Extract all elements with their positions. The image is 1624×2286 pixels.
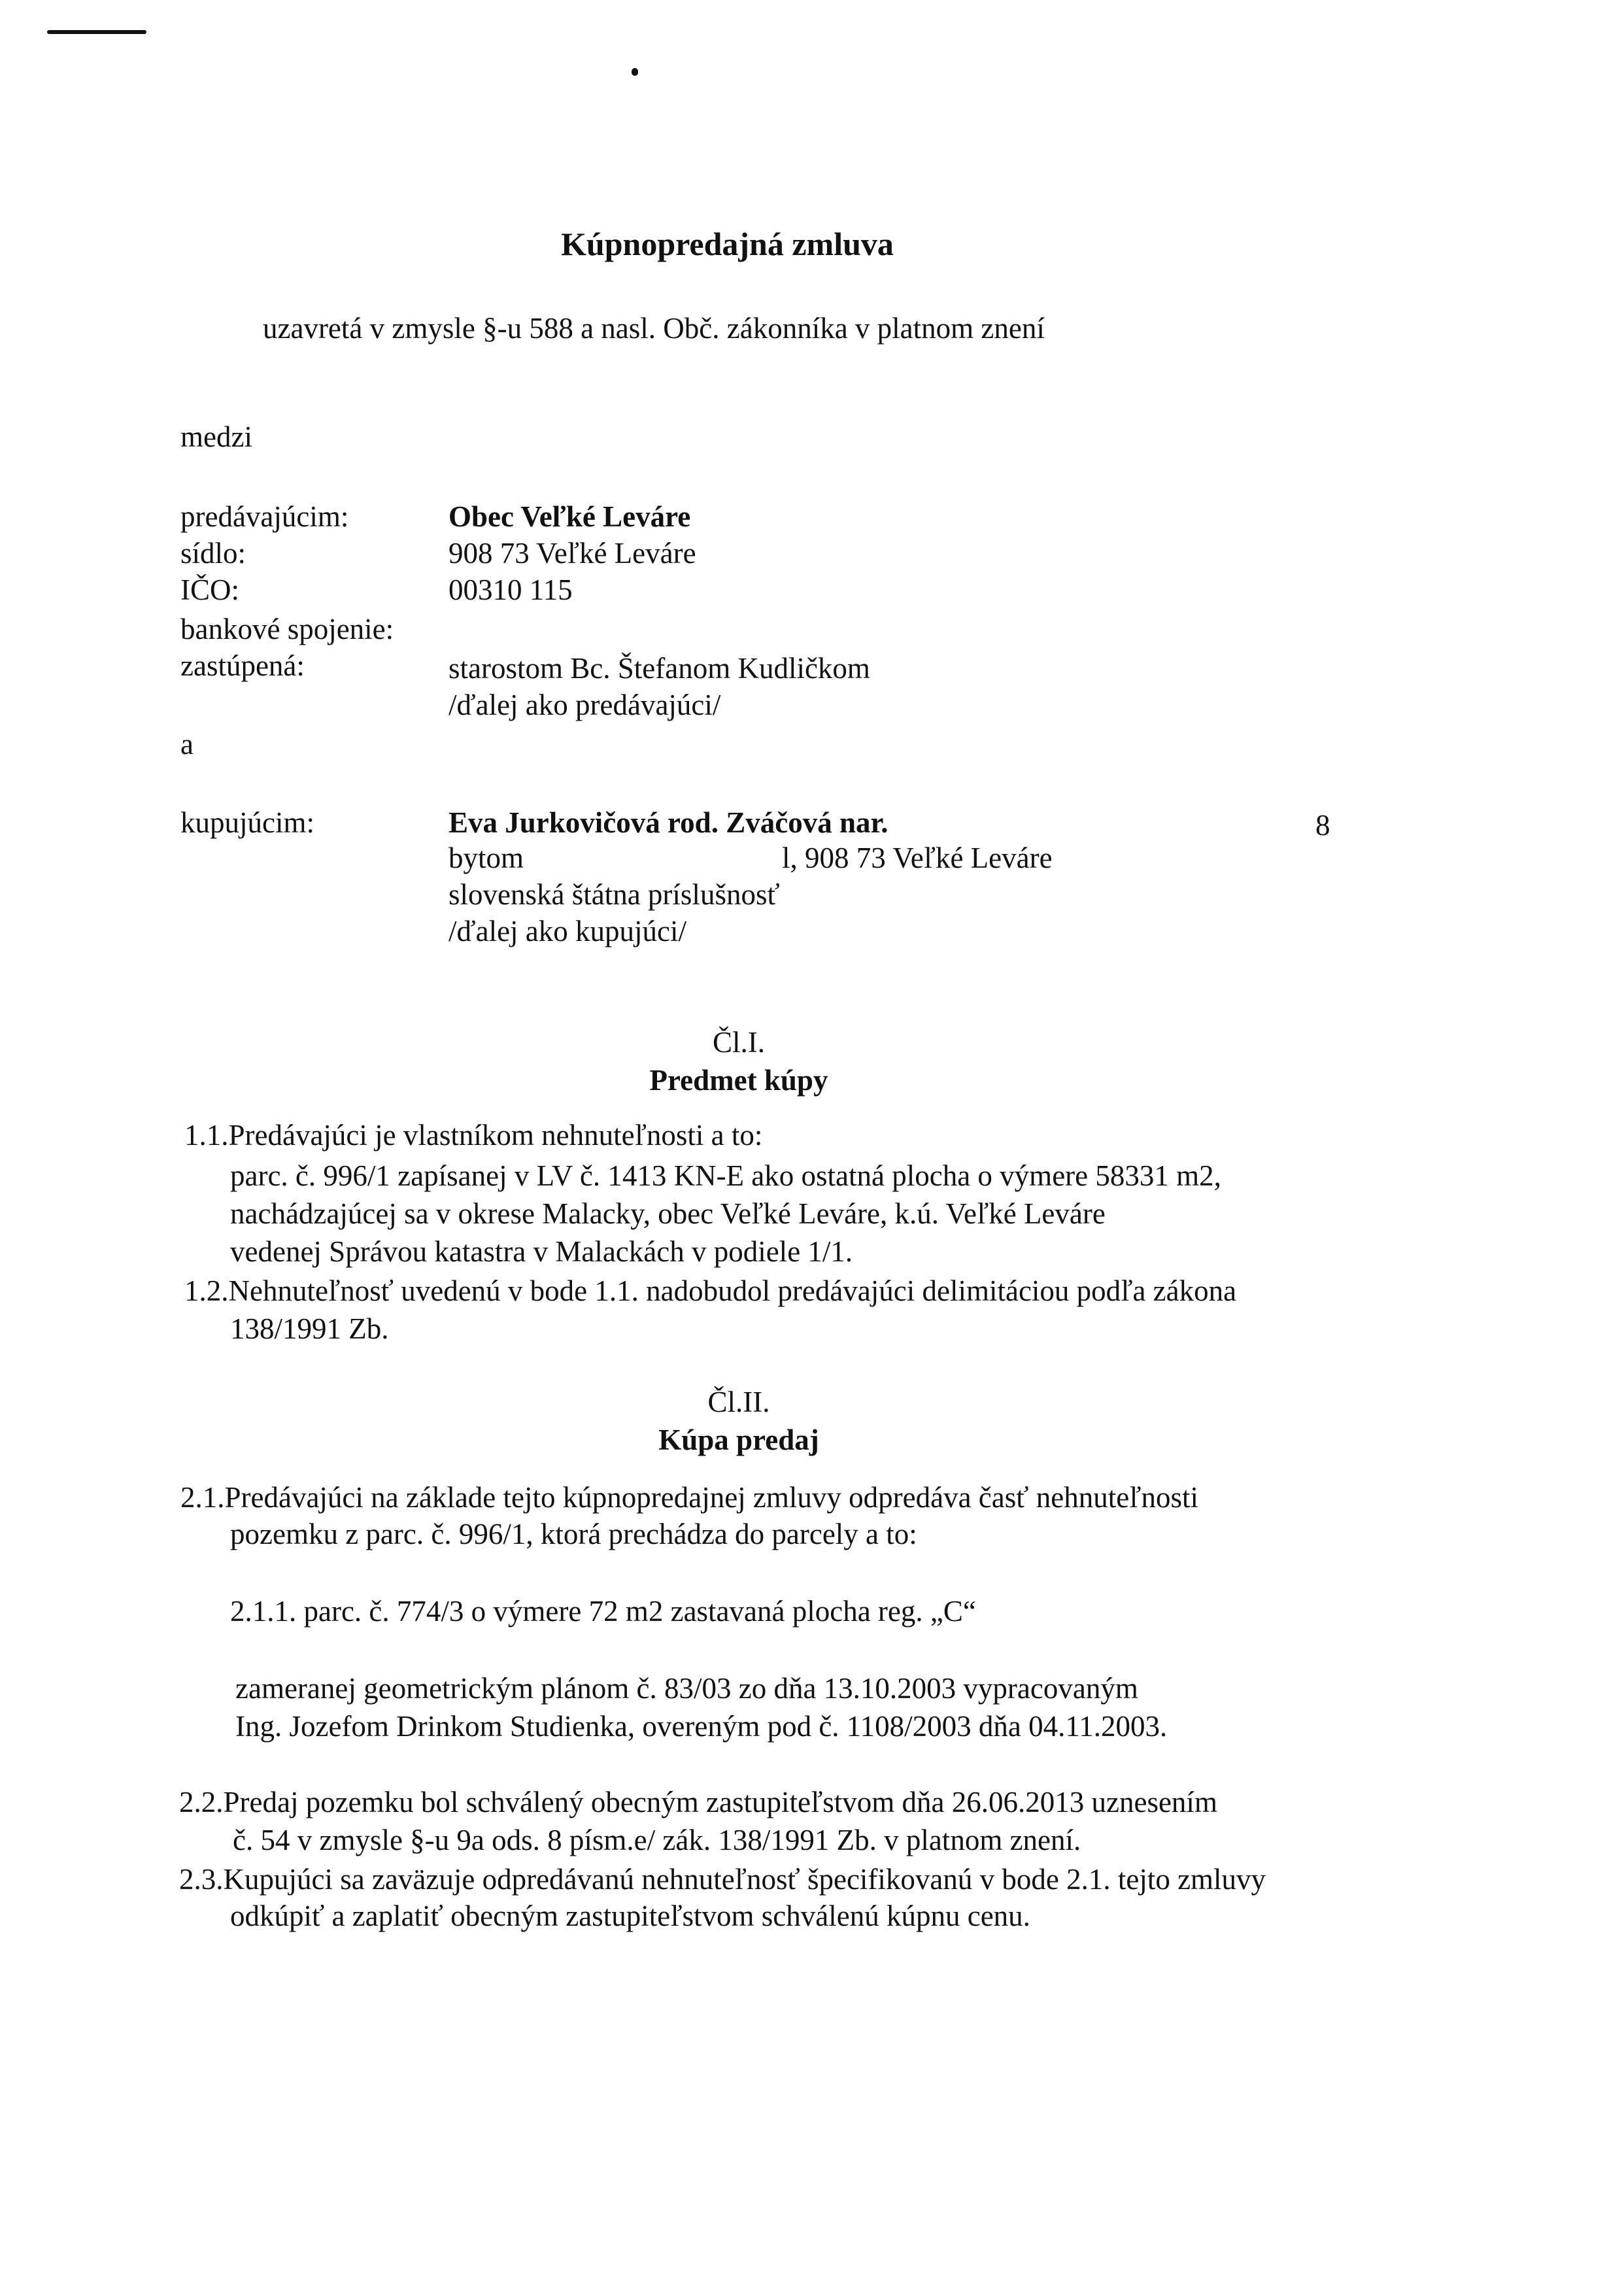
article-2-heading: Kúpa predaj bbox=[658, 1424, 819, 1456]
scan-mark-top-left bbox=[47, 30, 146, 34]
clause-2-3-line-a: odkúpiť a zaplatiť obecným zastupiteľstvom schválenú kúpnu cenu. bbox=[230, 1900, 1030, 1932]
seller-name: Obec Veľké Leváre bbox=[448, 500, 691, 533]
buyer-address: l, 908 73 Veľké Leváre bbox=[782, 842, 1053, 874]
buyer-hereafter: /ďalej ako kupujúci/ bbox=[448, 915, 686, 947]
and-label: a bbox=[180, 728, 194, 760]
buyer-margin-mark: 8 bbox=[1315, 809, 1330, 842]
clause-1-1-line-c: vedenej Správou katastra v Malackách v podiele 1/1. bbox=[230, 1235, 853, 1268]
buyer-address-prefix: bytom bbox=[448, 842, 524, 874]
document-subtitle: uzavretá v zmysle §-u 588 a nasl. Obč. zákonníka v platnom znení bbox=[263, 312, 1045, 345]
seller-bank-label: bankové spojenie: bbox=[180, 613, 394, 645]
clause-1-2-line-a: 138/1991 Zb. bbox=[230, 1312, 389, 1345]
clause-2-1: 2.1.Predávajúci na základe tejto kúpnopredajnej zmluvy odpredáva časť nehnuteľnosti bbox=[180, 1481, 1198, 1514]
clause-2-2: 2.2.Predaj pozemku bol schválený obecným zastupiteľstvom dňa 26.06.2013 uznesením bbox=[179, 1786, 1217, 1818]
scan-dot-top bbox=[632, 68, 638, 76]
clause-1-1: 1.1.Predávajúci je vlastníkom nehnuteľnosti a to: bbox=[184, 1119, 763, 1152]
document-title: Kúpnopredajná zmluva bbox=[561, 226, 894, 262]
clause-2-1-1: 2.1.1. parc. č. 774/3 o výmere 72 m2 zastavaná plocha reg. „C“ bbox=[230, 1595, 976, 1628]
clause-2-1-line-a: pozemku z parc. č. 996/1, ktorá prechádza do parcely a to: bbox=[230, 1518, 917, 1550]
seller-role-label: predávajúcim: bbox=[180, 500, 349, 533]
clause-2-2-line-a: č. 54 v zmysle §-u 9a ods. 8 písm.e/ zák. 138/1991 Zb. v platnom znení. bbox=[233, 1824, 1081, 1856]
buyer-name: Eva Jurkovičová rod. Zváčová nar. bbox=[448, 806, 888, 839]
clause-1-2: 1.2.Nehnuteľnosť uvedenú v bode 1.1. nadobudol predávajúci delimitáciou podľa zákona bbox=[184, 1274, 1237, 1307]
buyer-citizenship: slovenská štátna príslušnosť bbox=[448, 878, 780, 911]
seller-seat: 908 73 Veľké Leváre bbox=[448, 537, 696, 570]
article-1-number: Čl.I. bbox=[712, 1026, 765, 1059]
clause-1-1-line-b: nachádzajúcej sa v okrese Malacky, obec Veľké Leváre, k.ú. Veľké Leváre bbox=[230, 1197, 1106, 1230]
seller-representative: starostom Bc. Štefanom Kudličkom bbox=[448, 652, 870, 685]
seller-seat-label: sídlo: bbox=[180, 537, 246, 570]
measurement-line-a: zameranej geometrickým plánom č. 83/03 zo dňa 13.10.2003 vypracovaným bbox=[235, 1672, 1138, 1705]
clause-2-3: 2.3.Kupujúci sa zaväzuje odpredávanú nehnuteľnosť špecifikovanú v bode 2.1. tejto zmluvy bbox=[179, 1863, 1266, 1896]
between-label: medzi bbox=[180, 420, 252, 453]
measurement-line-b: Ing. Jozefom Drinkom Studienka, overeným pod č. 1108/2003 dňa 04.11.2003. bbox=[235, 1710, 1168, 1743]
article-2-number: Čl.II. bbox=[707, 1386, 770, 1418]
seller-hereafter: /ďalej ako predávajúci/ bbox=[448, 689, 721, 721]
seller-ico: 00310 115 bbox=[448, 573, 573, 606]
seller-ico-label: IČO: bbox=[180, 573, 239, 606]
clause-1-1-line-a: parc. č. 996/1 zapísanej v LV č. 1413 KN-E ako ostatná plocha o výmere 58331 m2, bbox=[230, 1159, 1221, 1192]
article-1-heading: Predmet kúpy bbox=[649, 1064, 828, 1097]
seller-rep-label: zastúpená: bbox=[180, 649, 305, 682]
buyer-role-label: kupujúcim: bbox=[180, 806, 314, 839]
